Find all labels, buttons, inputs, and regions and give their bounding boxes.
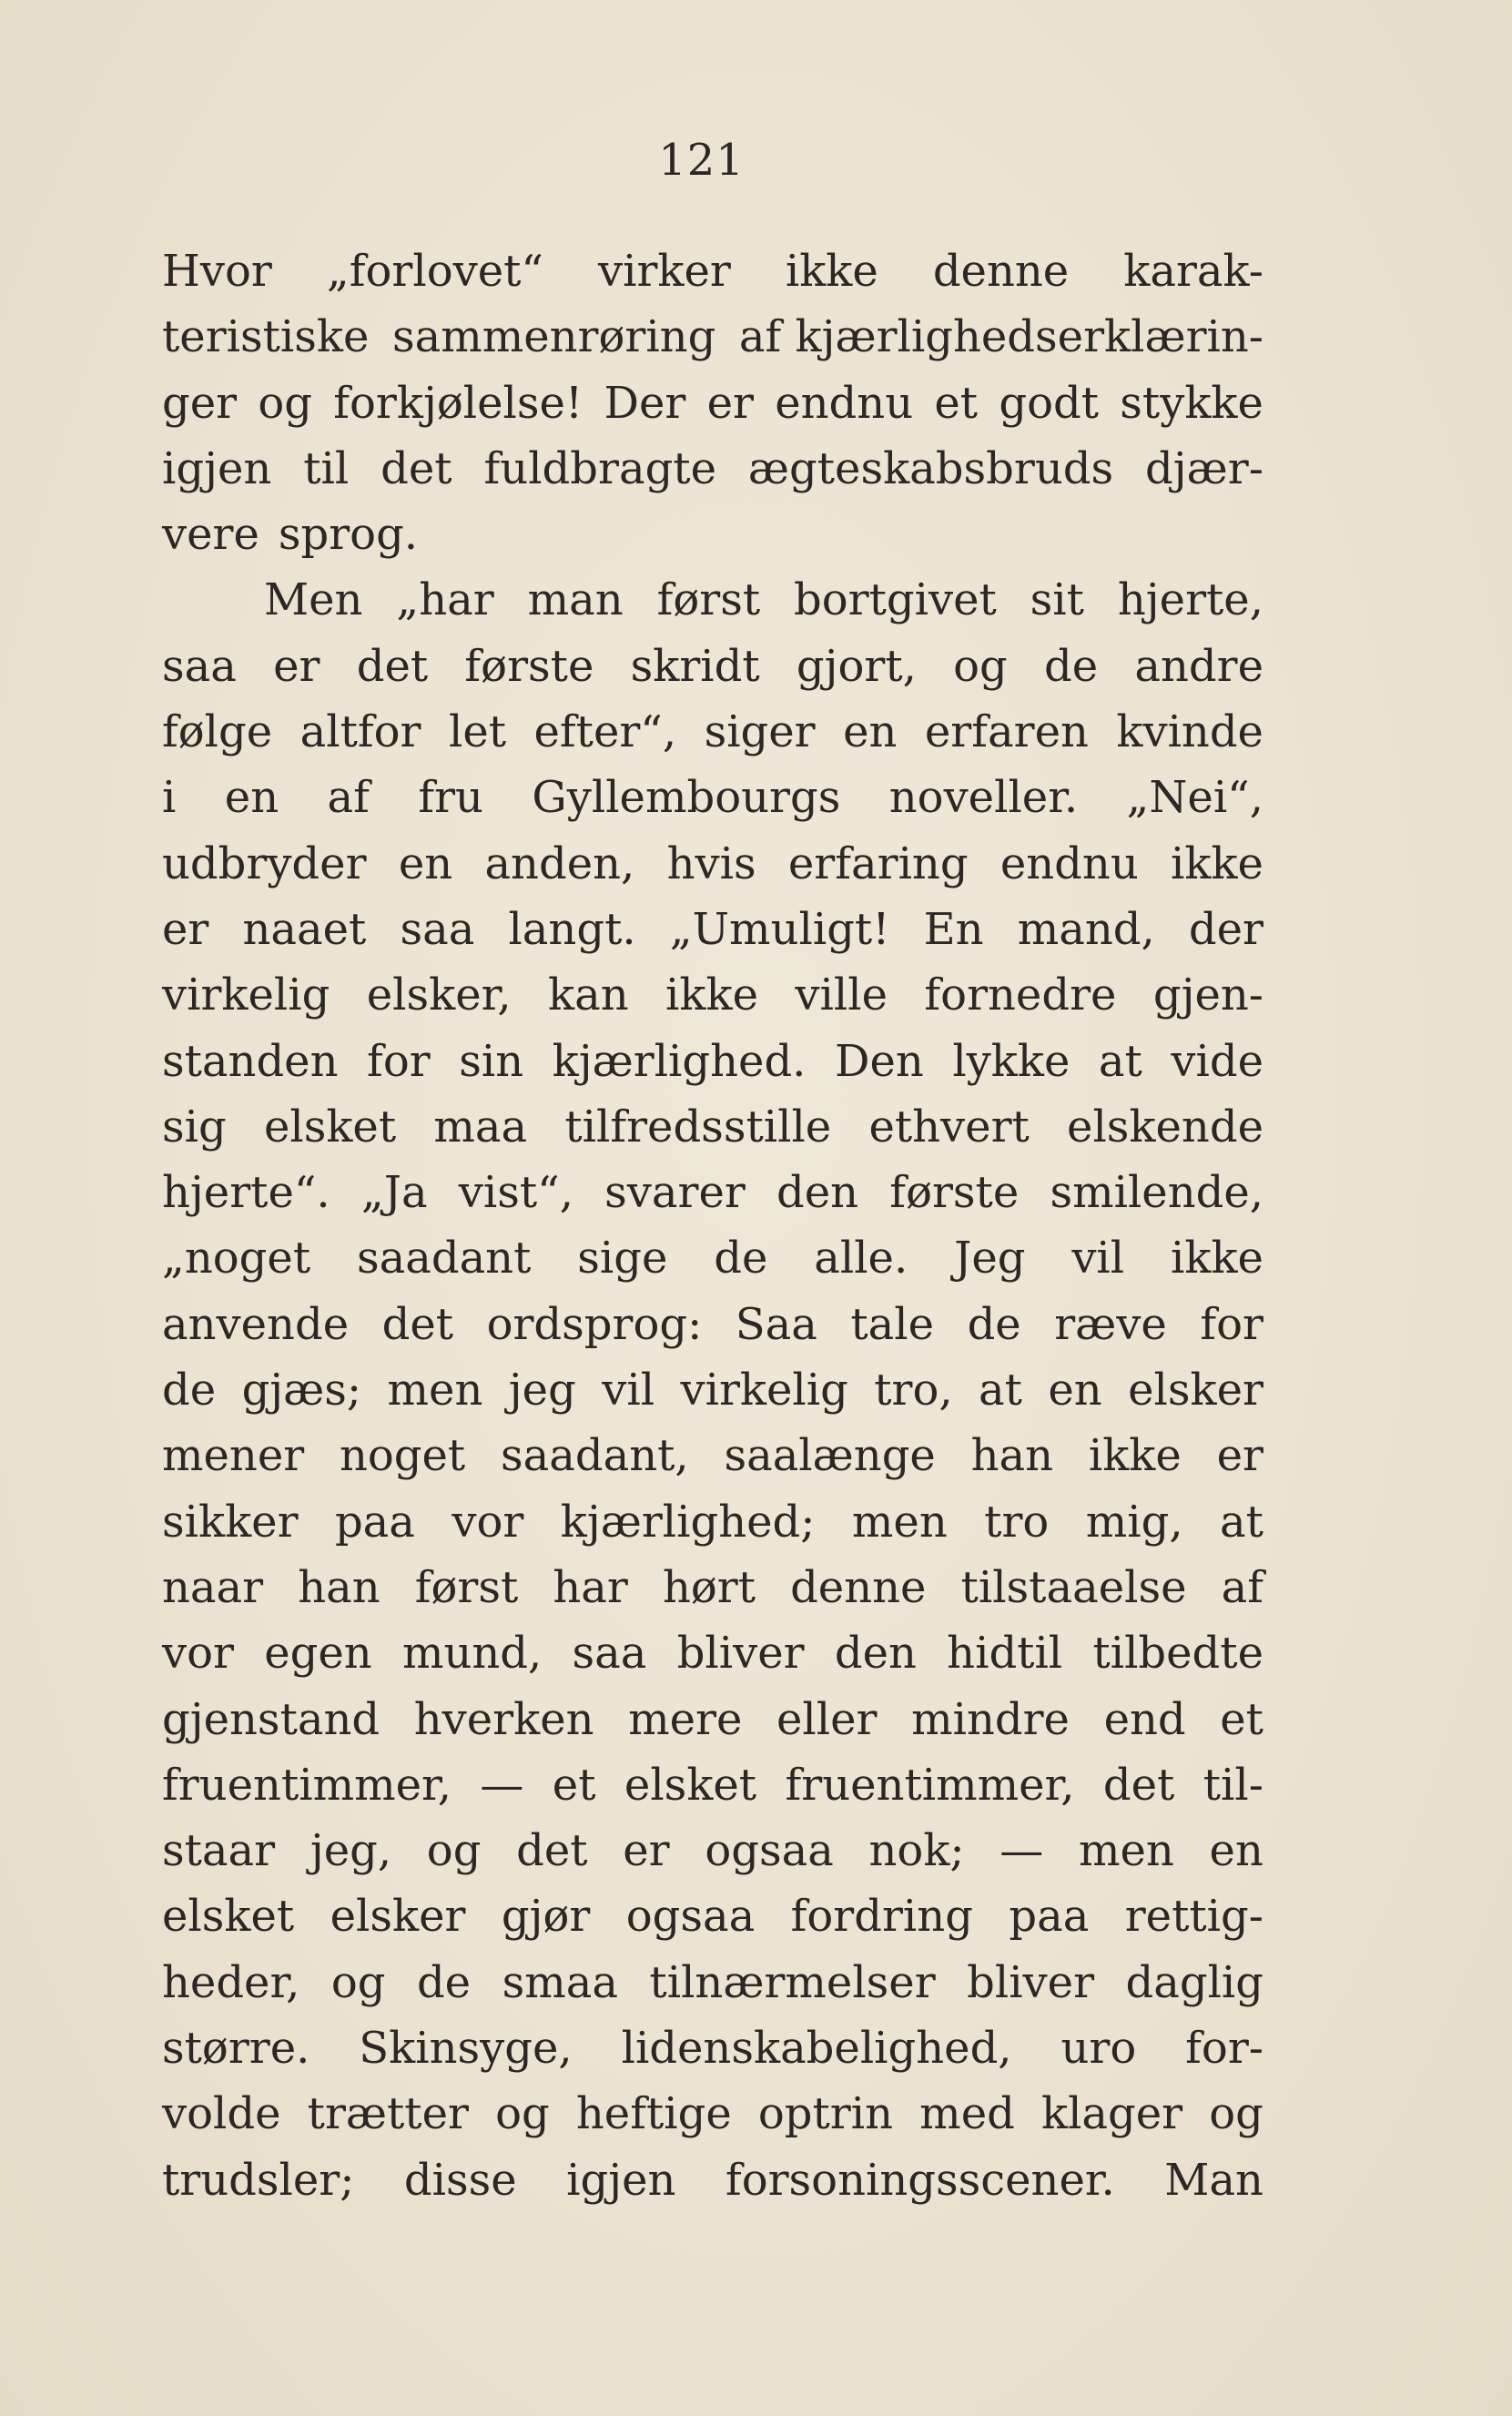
- word: en: [843, 706, 898, 758]
- word: vor: [452, 1496, 524, 1548]
- text-line: [162, 371, 1263, 436]
- word: elsket: [624, 1759, 757, 1811]
- word: at: [1220, 1496, 1263, 1548]
- word: tro: [984, 1496, 1050, 1548]
- text-line: [162, 1225, 1263, 1291]
- word: virkelig: [680, 1365, 848, 1416]
- word: „forlovet“: [326, 246, 543, 297]
- word: af: [1221, 1561, 1263, 1613]
- word: end: [1103, 1693, 1186, 1745]
- word: kan: [548, 969, 629, 1021]
- word: fordring: [790, 1891, 973, 1943]
- word: optrin: [757, 2088, 894, 2140]
- word: sammenrøring: [391, 311, 716, 363]
- word: elsker: [330, 1891, 466, 1943]
- text-line: [162, 1489, 1263, 1555]
- word: jeg,: [310, 1825, 392, 1877]
- word: igjen: [566, 2154, 676, 2206]
- word: saa: [400, 903, 475, 955]
- word: tilbedte: [1092, 1628, 1263, 1680]
- word: for-: [1185, 2023, 1263, 2075]
- word: alle.: [814, 1233, 908, 1284]
- text-line: [162, 1160, 1263, 1225]
- word: heftige: [575, 2088, 732, 2140]
- word: saadant: [356, 1233, 532, 1284]
- text-line: [162, 2081, 1263, 2147]
- text-line: [162, 699, 1263, 765]
- word: fornedre: [924, 969, 1117, 1021]
- word: gjenstand: [162, 1693, 381, 1745]
- word: elskende: [1067, 1101, 1263, 1152]
- word: men: [1079, 1825, 1174, 1877]
- word: bliver: [967, 1956, 1095, 2008]
- word: volde: [162, 2088, 281, 2140]
- word: sikker: [162, 1496, 299, 1548]
- word: fru: [418, 772, 483, 824]
- word: noget: [339, 1430, 466, 1482]
- text-line: [162, 1555, 1263, 1620]
- word: saa: [162, 640, 237, 692]
- text-line: [162, 1292, 1263, 1357]
- word: og: [953, 640, 1008, 692]
- word: tilfredsstille: [564, 1101, 832, 1152]
- word: saa: [572, 1628, 647, 1680]
- word: ikke: [665, 969, 758, 1021]
- word: og: [258, 377, 312, 429]
- word: gjør: [501, 1891, 591, 1943]
- word: efter“,: [533, 706, 677, 758]
- word: bliver: [676, 1628, 805, 1680]
- word: for: [1200, 1298, 1263, 1350]
- word: hjerte,: [1117, 574, 1263, 626]
- word: ogsaa: [625, 1891, 756, 1943]
- word: ogsaa: [705, 1825, 834, 1877]
- word: saadant,: [500, 1430, 689, 1482]
- word: er: [706, 377, 754, 429]
- word: og: [426, 1825, 482, 1877]
- word: djær-: [1145, 442, 1263, 494]
- word: mund,: [401, 1628, 543, 1680]
- word: naaet: [242, 903, 367, 955]
- word: en: [1048, 1365, 1102, 1416]
- word: ethvert: [868, 1101, 1030, 1152]
- word: teristiske: [162, 311, 370, 363]
- word: endnu: [775, 377, 914, 429]
- word: Saa: [735, 1298, 817, 1350]
- word: svarer: [604, 1167, 746, 1219]
- word: vist“,: [458, 1167, 573, 1219]
- word: smaa: [502, 1956, 618, 2008]
- word: der: [1188, 903, 1263, 955]
- word: sprog.: [278, 509, 419, 561]
- text-line: [162, 897, 1263, 962]
- word: lidenskabelighed,: [621, 2023, 1012, 2075]
- word: forkjølelse!: [333, 377, 583, 429]
- word: langt.: [508, 903, 636, 955]
- word: trætter: [307, 2088, 469, 2140]
- word: først: [656, 574, 761, 626]
- word: Men: [264, 574, 363, 626]
- word: udbryder: [162, 837, 367, 889]
- text-line: [162, 567, 1263, 633]
- page-number: 121: [658, 135, 745, 186]
- word: mindre: [911, 1693, 1070, 1745]
- word: klager: [1040, 2088, 1183, 2140]
- word: disse: [403, 2154, 517, 2206]
- word: „Nei“,: [1126, 772, 1263, 824]
- word: kjærlighed.: [552, 1035, 807, 1087]
- word: —: [1000, 1825, 1044, 1877]
- word: man: [527, 574, 624, 626]
- word: kjærlighed;: [560, 1496, 816, 1548]
- word: er: [623, 1825, 670, 1877]
- word: „har: [396, 574, 494, 626]
- word: de: [714, 1233, 768, 1284]
- word: uro: [1060, 2023, 1137, 2075]
- word: et: [934, 377, 979, 429]
- word: de: [416, 1956, 472, 2008]
- word: karak-: [1123, 246, 1263, 297]
- word: smilende,: [1050, 1167, 1263, 1219]
- word: at: [979, 1365, 1022, 1416]
- text-line: [162, 1752, 1263, 1818]
- text-line: [162, 1950, 1263, 2015]
- word: vere: [162, 509, 259, 561]
- word: elsker,: [366, 969, 512, 1021]
- text-line: [162, 2147, 1263, 2213]
- word: jeg: [508, 1365, 576, 1416]
- text-line: [162, 502, 1263, 567]
- text-line: [162, 436, 1263, 502]
- word: og: [1209, 2088, 1263, 2140]
- word: hørt: [662, 1561, 756, 1613]
- word: er: [162, 903, 209, 955]
- word: skridt: [630, 640, 760, 692]
- word: med: [919, 2088, 1015, 2140]
- word: heder,: [162, 1956, 300, 2008]
- text-line: [162, 1687, 1263, 1752]
- word: ikke: [785, 246, 878, 297]
- text-line: [162, 2015, 1263, 2081]
- word: erfaring: [787, 837, 969, 889]
- word: paa: [1009, 1891, 1090, 1943]
- word: hjerte“.: [162, 1167, 330, 1219]
- word: et: [1220, 1693, 1263, 1745]
- word: ger: [162, 377, 238, 429]
- word: fruentimmer,: [162, 1759, 452, 1811]
- body-text: [162, 239, 1263, 2213]
- word: andre: [1134, 640, 1263, 692]
- word: ægteskabsbruds: [747, 442, 1114, 494]
- text-line: [162, 831, 1263, 897]
- word: sin: [459, 1035, 524, 1087]
- word: denne: [790, 1561, 927, 1613]
- word: En: [923, 903, 984, 955]
- word: ikke: [1171, 1233, 1263, 1284]
- word: elsker: [1128, 1365, 1263, 1416]
- word: virkelig: [162, 969, 330, 1021]
- word: tale: [850, 1298, 935, 1350]
- word: rettig-: [1124, 1891, 1263, 1943]
- word: igjen: [162, 442, 272, 494]
- word: hidtil: [947, 1628, 1063, 1680]
- word: og: [495, 2088, 550, 2140]
- word: anvende: [162, 1298, 350, 1350]
- word: vil: [602, 1365, 655, 1416]
- word: virker: [597, 246, 731, 297]
- word: er: [273, 640, 320, 692]
- word: til: [303, 442, 350, 494]
- word: først: [414, 1561, 519, 1613]
- word: maa: [433, 1101, 528, 1152]
- word: de: [967, 1298, 1021, 1350]
- text-line: [162, 1357, 1263, 1423]
- word: staar: [162, 1825, 276, 1877]
- word: sig: [162, 1101, 227, 1152]
- word: naar: [162, 1561, 264, 1613]
- word: mener: [162, 1430, 305, 1482]
- word: eller: [776, 1693, 878, 1745]
- word: mand,: [1017, 903, 1155, 955]
- word: kvinde: [1116, 706, 1263, 758]
- text-line: [162, 1620, 1263, 1686]
- word: de: [1044, 640, 1099, 692]
- word: en: [1209, 1825, 1263, 1877]
- word: altfor: [299, 706, 421, 758]
- text-line: [162, 1029, 1263, 1094]
- word: egen: [264, 1628, 372, 1680]
- word: stykke: [1120, 377, 1263, 429]
- word: en: [398, 837, 453, 889]
- word: de: [162, 1365, 217, 1416]
- word: anden,: [484, 837, 635, 889]
- word: er: [1216, 1430, 1263, 1482]
- word: ikke: [1088, 1430, 1182, 1482]
- word: Jeg: [954, 1233, 1026, 1284]
- word: tilstaaelse: [960, 1561, 1187, 1613]
- word: første: [464, 640, 594, 692]
- word: trudsler;: [162, 2154, 355, 2206]
- word: det: [516, 1825, 588, 1877]
- word: nok;: [868, 1825, 965, 1877]
- word: af: [327, 772, 370, 824]
- word: for: [367, 1035, 431, 1087]
- word: ordsprog:: [486, 1298, 703, 1350]
- word: denne: [932, 246, 1070, 297]
- word: endnu: [1000, 837, 1139, 889]
- word: den: [776, 1167, 859, 1219]
- word: vil: [1071, 1233, 1125, 1284]
- word: „noget: [162, 1233, 311, 1284]
- text-line: [162, 304, 1263, 370]
- text-line: [162, 1094, 1263, 1160]
- word: vor: [162, 1628, 234, 1680]
- word: han: [970, 1430, 1054, 1482]
- word: det: [381, 1298, 454, 1350]
- word: følge: [162, 706, 273, 758]
- word: fuldbragte: [483, 442, 716, 494]
- word: men: [387, 1365, 483, 1416]
- word: gjæs;: [241, 1365, 362, 1416]
- word: og: [330, 1956, 386, 2008]
- text-line: [162, 765, 1263, 830]
- word: elsket: [162, 1891, 295, 1943]
- word: godt: [999, 377, 1100, 429]
- word: paa: [334, 1496, 415, 1548]
- word: den: [834, 1628, 917, 1680]
- text-line: [162, 1883, 1263, 1949]
- word: noveller.: [888, 772, 1079, 824]
- word: gjen-: [1152, 969, 1263, 1021]
- word: gjort,: [796, 640, 917, 692]
- word: Hvor: [162, 246, 272, 297]
- word: erfaren: [924, 706, 1089, 758]
- word: let: [448, 706, 507, 758]
- word: første: [889, 1167, 1020, 1219]
- word: sit: [1030, 574, 1084, 626]
- word: til-: [1202, 1759, 1263, 1811]
- text-line: [162, 239, 1263, 304]
- word: ræve: [1054, 1298, 1167, 1350]
- word: et: [552, 1759, 596, 1811]
- word: Skinsyge,: [359, 2023, 573, 2075]
- word: sige: [577, 1233, 668, 1284]
- word: „Ja: [360, 1167, 428, 1219]
- word: en: [224, 772, 279, 824]
- word: det: [1102, 1759, 1175, 1811]
- word: elsket: [263, 1101, 397, 1152]
- word: Den: [834, 1035, 924, 1087]
- word: Der: [604, 377, 686, 429]
- word: saalænge: [724, 1430, 936, 1482]
- word: i: [162, 772, 177, 824]
- word: af kjærlighedserklærin-: [738, 311, 1263, 363]
- word: ikke: [1171, 837, 1263, 889]
- word: mig,: [1085, 1496, 1183, 1548]
- word: han: [298, 1561, 381, 1613]
- word: hvis: [666, 837, 756, 889]
- word: det: [381, 442, 452, 494]
- word: Gyllembourgs: [532, 772, 841, 824]
- word: daglig: [1125, 1956, 1263, 2008]
- word: bortgivet: [794, 574, 997, 626]
- word: tilnærmelser: [649, 1956, 936, 2008]
- word: det: [356, 640, 429, 692]
- word: at: [1098, 1035, 1142, 1087]
- word: mere: [628, 1693, 743, 1745]
- word: tro,: [874, 1365, 953, 1416]
- word: forsoningsscener.: [725, 2154, 1115, 2206]
- word: har: [553, 1561, 628, 1613]
- text-line: [162, 634, 1263, 699]
- text-line: [162, 1818, 1263, 1883]
- word: vide: [1171, 1035, 1263, 1087]
- word: siger: [704, 706, 816, 758]
- text-line: [162, 962, 1263, 1028]
- word: —: [480, 1759, 524, 1811]
- text-line: [162, 1423, 1263, 1488]
- word: fruentimmer,: [785, 1759, 1075, 1811]
- word: lykke: [952, 1035, 1071, 1087]
- word: standen: [162, 1035, 339, 1087]
- word: ville: [795, 969, 888, 1021]
- word: men: [851, 1496, 948, 1548]
- word: hverken: [413, 1693, 594, 1745]
- word: større.: [162, 2023, 310, 2075]
- word: Man: [1164, 2154, 1263, 2206]
- word: „Umuligt!: [669, 903, 890, 955]
